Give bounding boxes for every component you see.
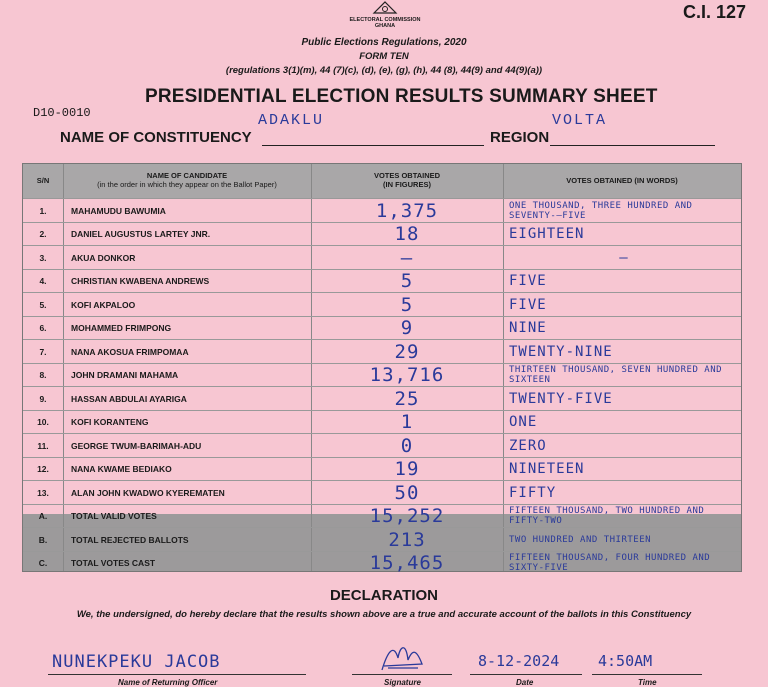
table-row [23,386,741,410]
constituency-label: NAME OF CONSTITUENCY [60,129,252,146]
votes-words: NINE [509,320,547,337]
table-row [23,292,741,316]
votes-words: TWO HUNDRED AND THIRTEEN [509,534,652,545]
candidate-name: NANA KWAME BEDIAKO [71,464,172,475]
commission-name: ELECTORAL COMMISSION GHANA [349,17,421,29]
votes-words: FIFTEEN THOUSAND, TWO HUNDRED AND FIFTY-TWO [509,506,705,527]
votes-figures: 19 [394,458,420,481]
votes-figures: 1 [400,411,414,434]
constituency-value: ADAKLU [258,112,325,129]
votes-words: TWENTY-NINE [509,343,613,360]
candidate-name: DANIEL AUGUSTUS LARTEY JNR. [71,229,211,240]
table-row [23,316,741,340]
candidate-name: KOFI AKPALOO [71,299,136,310]
regulation-refs: (regulations 3(1)(m), 44 (7)(c), (d), (e), (g), (h), 44 (8), 44(9) and 44(9)(a)) [225,65,543,76]
region-value: VOLTA [552,112,608,129]
region-label: REGION [490,129,550,146]
total-row [23,551,741,575]
votes-figures: 0 [400,434,414,457]
row-sn: B. [38,534,48,545]
row-sn: 6. [39,323,47,334]
votes-words: TWENTY-FIVE [509,390,613,407]
returning-officer-name: NUNEKPEKU JACOB [52,652,221,672]
table-row [23,480,741,504]
signature-label: Signature [384,678,421,687]
candidate-name: JOHN DRAMANI MAHAMA [71,370,179,381]
row-sn: 7. [39,346,47,357]
row-sn: 5. [39,299,47,310]
candidate-name: TOTAL REJECTED BALLOTS [71,534,189,545]
votes-figures: 15,465 [369,552,445,575]
region-underline [550,145,715,146]
candidate-name: TOTAL VOTES CAST [71,558,156,569]
table-row [23,269,741,293]
regulation-title: Public Elections Regulations, 2020 [301,37,467,48]
table-row [23,198,741,222]
row-sn: 4. [39,276,47,287]
row-sn: C. [38,558,48,569]
table-row [23,457,741,481]
row-sn: 10. [37,417,49,428]
date-underline [470,674,582,675]
date-label: Date [516,678,534,687]
candidate-name: TOTAL VALID VOTES [71,511,157,522]
total-row [23,504,741,528]
officer-underline [48,674,306,675]
candidate-name: MOHAMMED FRIMPONG [71,323,172,334]
votes-words: THIRTEEN THOUSAND, SEVEN HUNDRED AND SIXTEEN [509,365,723,386]
votes-words: FIVE [509,273,547,290]
row-sn: 1. [39,205,47,216]
commission-emblem-icon [372,0,398,14]
row-sn: 2. [39,229,47,240]
table-row [23,363,741,387]
table-row [23,245,741,269]
votes-words: — [619,249,629,266]
candidate-name: NANA AKOSUA FRIMPOMAA [71,346,189,357]
row-sn: 8. [39,370,47,381]
votes-figures: 15,252 [369,505,445,528]
time-label: Time [638,678,657,687]
votes-figures: 1,375 [375,199,439,222]
time-underline [592,674,702,675]
header-figures: VOTES OBTAINED (IN FIGURES) [373,171,441,189]
votes-figures: 29 [394,340,420,363]
votes-words: FIFTY [509,484,557,501]
votes-figures: 5 [400,270,414,293]
votes-words: FIVE [509,296,547,313]
votes-figures: 50 [394,481,420,504]
votes-figures: 5 [400,293,414,316]
declaration-text: We, the undersigned, do hereby declare that the results shown above are a true and accurate account of the ballots in this Constituency [76,609,692,620]
candidate-name: AKUA DONKOR [71,252,136,263]
form-name: FORM TEN [359,51,409,62]
table-row [23,433,741,457]
signature-mark [378,640,426,674]
row-sn: A. [38,511,48,522]
results-table [22,163,742,575]
votes-figures: 18 [394,223,420,246]
votes-words: ONE [509,414,538,431]
votes-figures: 213 [388,528,426,551]
votes-words: ZERO [509,437,547,454]
time-value: 4:50AM [598,652,653,670]
votes-words: NINETEEN [509,461,585,478]
votes-words: FIFTEEN THOUSAND, FOUR HUNDRED AND SIXTY-FIVE [509,553,711,574]
header-words: VOTES OBTAINED (IN WORDS) [566,176,678,185]
serial-number: D10-0010 [33,106,91,120]
votes-figures: 9 [400,317,414,340]
votes-figures: 13,716 [369,364,445,387]
candidate-name: CHRISTIAN KWABENA ANDREWS [71,276,210,287]
row-sn: 13. [37,487,49,498]
signature-underline [352,674,452,675]
row-sn: 12. [37,464,49,475]
officer-label: Name of Returning Officer [118,678,218,687]
page-title: PRESIDENTIAL ELECTION RESULTS SUMMARY SHEET [145,86,658,107]
candidate-name: ALAN JOHN KWADWO KYEREMATEN [71,487,225,498]
votes-figures: — [400,246,414,269]
candidate-name: MAHAMUDU BAWUMIA [71,205,166,216]
date-value: 8-12-2024 [478,652,560,670]
form-code: C.I. 127 [682,2,746,22]
candidate-name: GEORGE TWUM-BARIMAH-ADU [71,440,202,451]
candidate-name: KOFI KORANTENG [71,417,149,428]
total-row [23,527,741,551]
table-row [23,339,741,363]
candidate-name: HASSAN ABDULAI AYARIGA [71,393,187,404]
table-row [23,410,741,434]
votes-figures: 25 [394,387,420,410]
table-row [23,222,741,246]
header-sn: S/N [36,176,50,185]
votes-words: ONE THOUSAND, THREE HUNDRED AND SEVENTY-—FIVE [509,200,693,221]
votes-words: EIGHTEEN [509,226,585,243]
row-sn: 3. [39,252,47,263]
row-sn: 11. [37,440,49,451]
header-candidate: NAME OF CANDIDATE (in the order in which they appear on the Ballot Paper) [97,171,277,189]
declaration-title: DECLARATION [329,587,439,604]
row-sn: 9. [39,393,47,404]
constituency-underline [262,145,484,146]
